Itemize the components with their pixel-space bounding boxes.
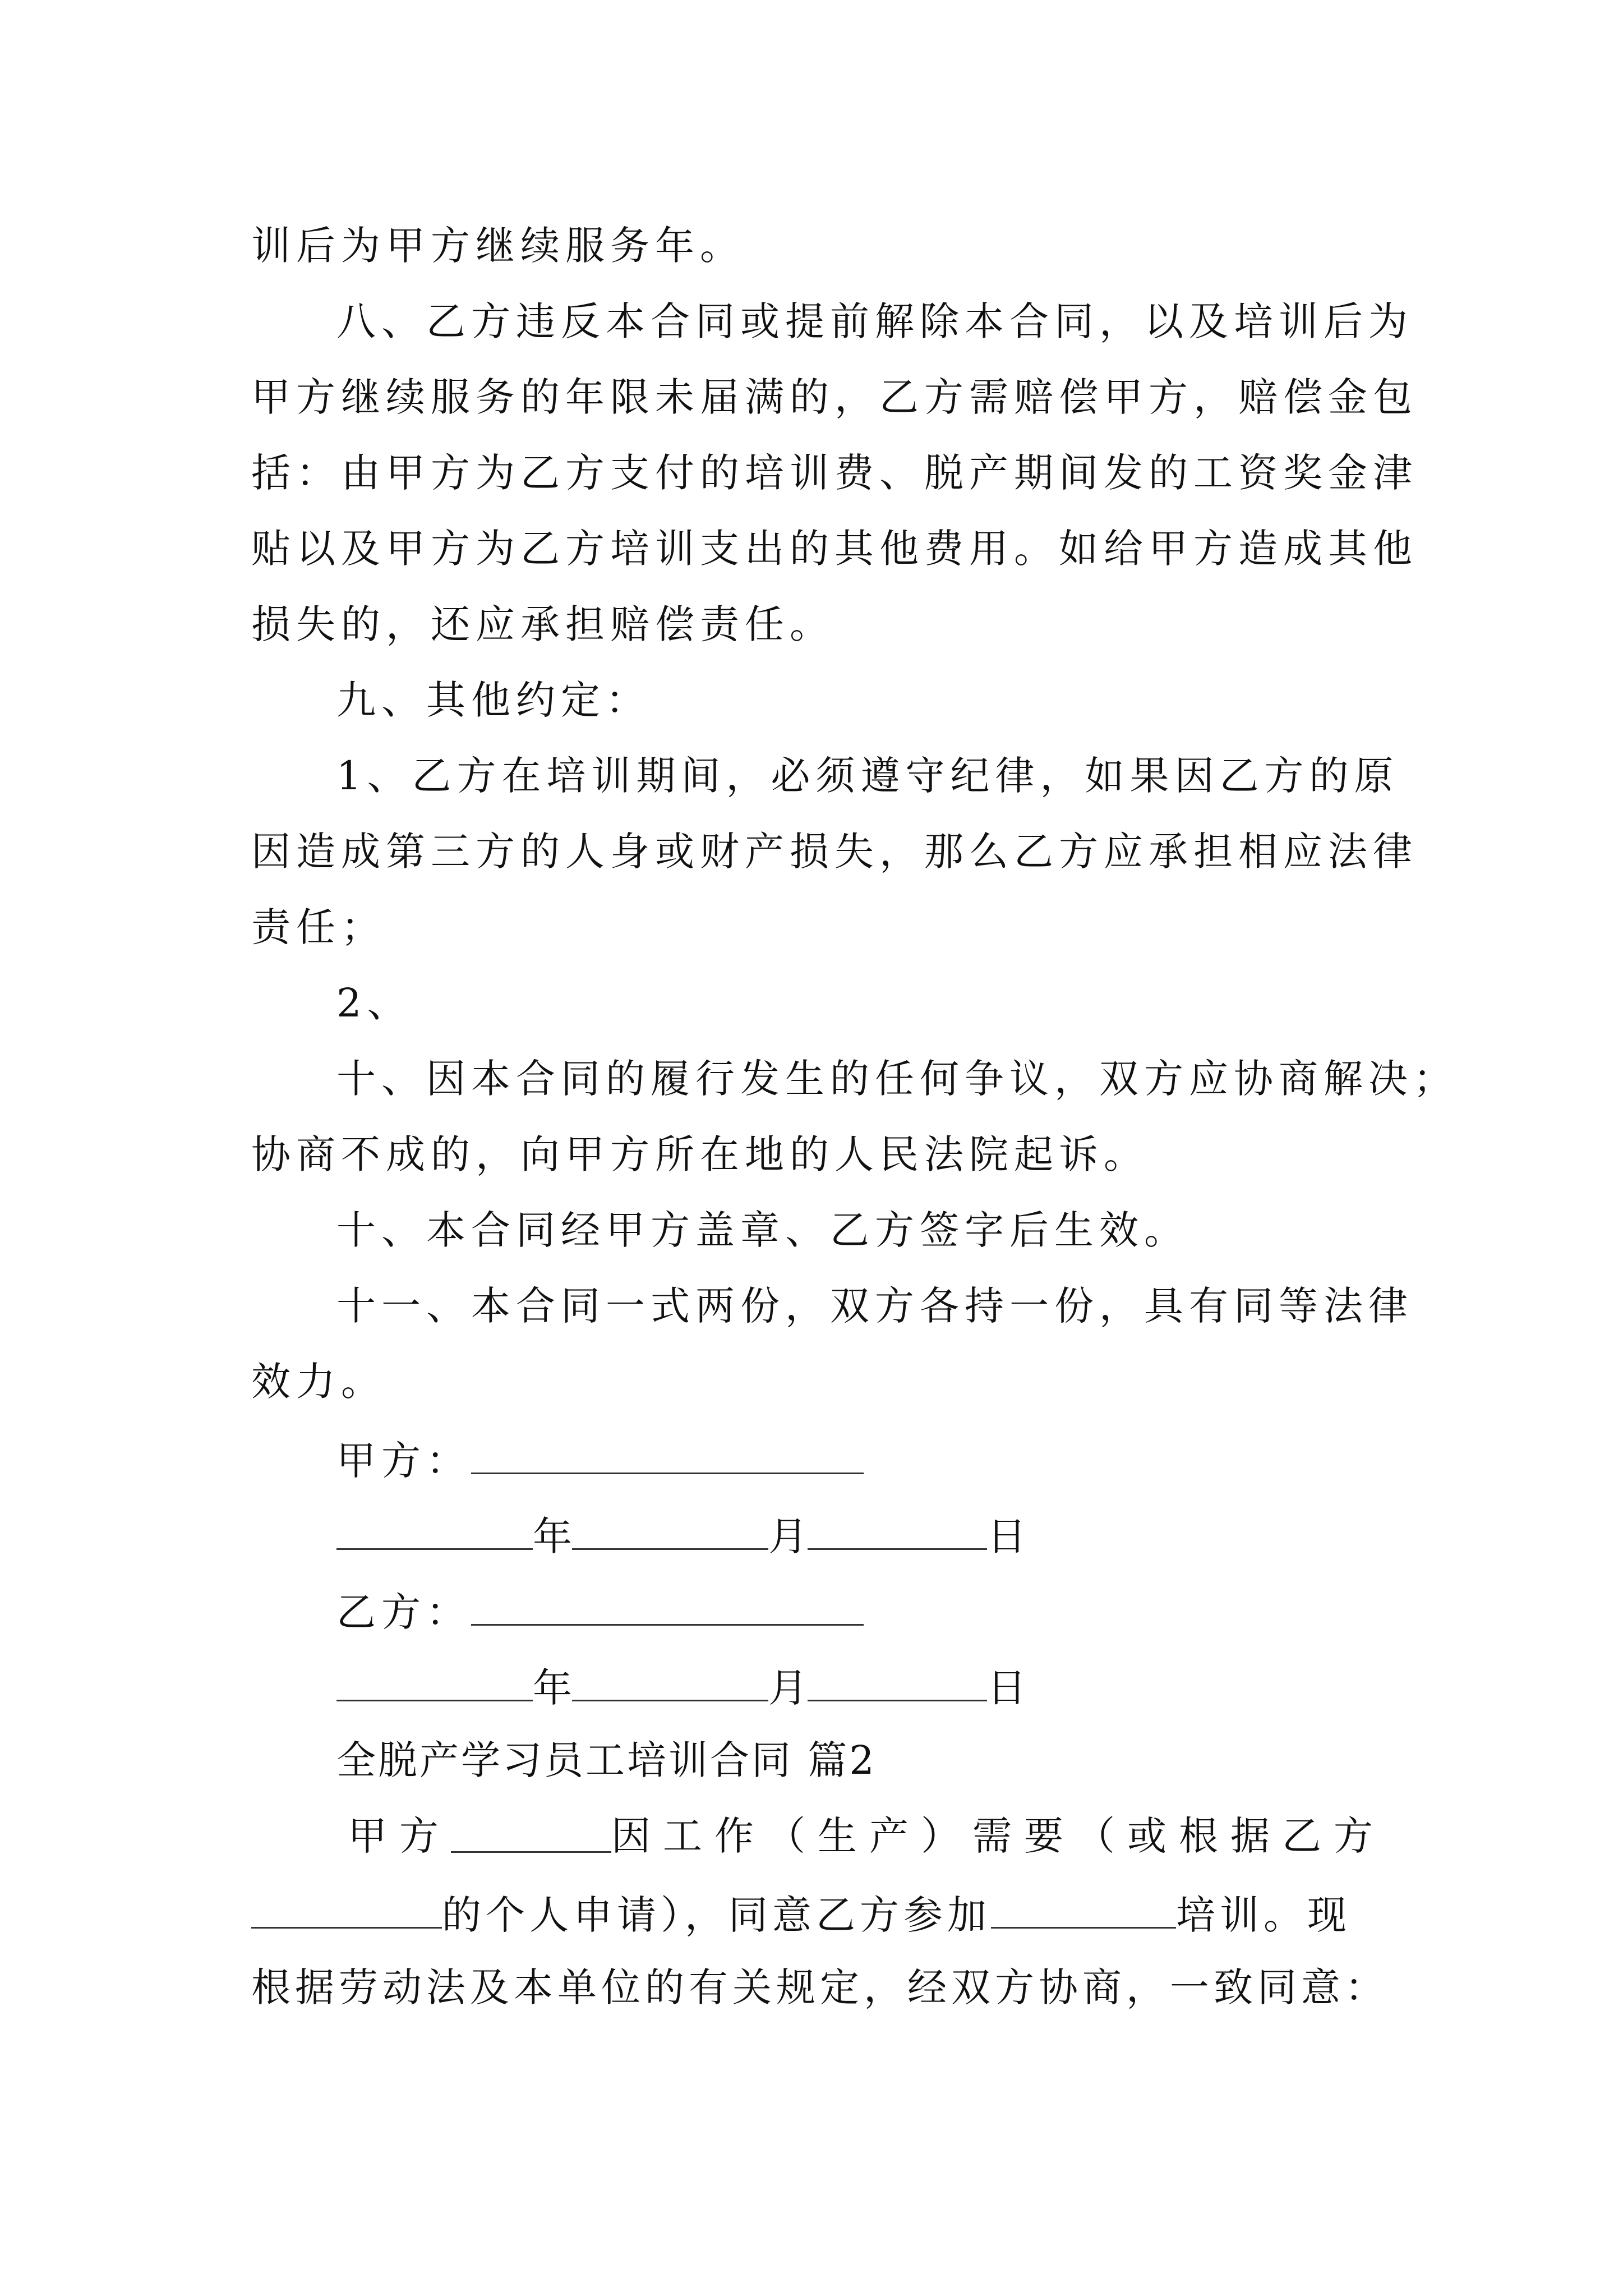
year-label: 年	[533, 1513, 572, 1559]
clause-9-heading: 九、其他约定：	[336, 677, 651, 723]
day-blank	[808, 1513, 987, 1550]
party-b-blank	[471, 1589, 864, 1626]
paragraph-line: 训后为甲方继续服务年。	[251, 223, 745, 269]
paragraph-line: 损失的，还应承担赔偿责任。	[251, 601, 834, 647]
paragraph-line: 贴以及甲方为乙方培训支出的其他费用。如给甲方造成其他	[251, 526, 1418, 572]
work-need-text: 因工作（生产）需要（或根据乙方	[611, 1813, 1385, 1859]
clause-9-item-2: 2、	[336, 980, 412, 1026]
year-label: 年	[533, 1665, 572, 1711]
training-name-blank	[991, 1892, 1176, 1929]
month-label: 月	[768, 1513, 808, 1559]
party-a-word: 甲方	[348, 1813, 451, 1859]
party-b-signature-line	[336, 1589, 864, 1635]
party-a-label: 甲方：	[336, 1438, 471, 1484]
clause-11-copies: 十一、本合同一式两份，双方各持一份，具有同等法律	[336, 1283, 1413, 1329]
party-a-date-line	[336, 1513, 1026, 1559]
month-blank	[572, 1513, 768, 1550]
month-blank	[572, 1665, 768, 1701]
year-blank	[336, 1513, 533, 1550]
section-2-intro-line-2	[251, 1892, 1351, 1938]
clause-8-line: 八、乙方违反本合同或提前解除本合同，以及培训后为	[336, 298, 1413, 344]
party-b-name-blank	[251, 1892, 442, 1929]
section-2-intro-line-3: 根据劳动法及本单位的有关规定，经双方协商，一致同意：	[251, 1964, 1389, 2010]
day-label: 日	[987, 1665, 1026, 1711]
section-2-heading: 全脱产学习员工培训合同 篇2	[336, 1737, 877, 1783]
party-a-signature-line	[336, 1438, 864, 1484]
paragraph-line: 因造成第三方的人身或财产损失，那么乙方应承担相应法律	[251, 829, 1418, 875]
party-a-blank	[471, 1438, 864, 1474]
party-b-label: 乙方：	[336, 1589, 471, 1635]
clause-9-item-1: 1、乙方在培训期间，必须遵守纪律，如果因乙方的原	[336, 753, 1399, 799]
year-blank	[336, 1665, 533, 1701]
month-label: 月	[768, 1665, 808, 1711]
paragraph-line: 括：由甲方为乙方支付的培训费、脱产期间发的工资奖金津	[251, 450, 1418, 496]
paragraph-line: 甲方继续服务的年限未届满的，乙方需赔偿甲方，赔偿金包	[251, 374, 1418, 420]
day-label: 日	[987, 1513, 1026, 1559]
party-b-date-line	[336, 1665, 1026, 1711]
clause-10-dispute: 十、因本合同的履行发生的任何争议，双方应协商解决；	[336, 1056, 1458, 1102]
clause-10-effect: 十、本合同经甲方盖章、乙方签字后生效。	[336, 1207, 1189, 1253]
paragraph-line: 责任；	[251, 904, 386, 950]
application-text: 的个人申请），同意乙方参加	[442, 1892, 991, 1938]
party-a-name-blank	[451, 1816, 611, 1853]
section-2-intro-line-1	[348, 1813, 1385, 1859]
paragraph-line: 效力。	[251, 1359, 386, 1405]
paragraph-line: 协商不成的，向甲方所在地的人民法院起诉。	[251, 1131, 1149, 1177]
day-blank	[808, 1665, 987, 1701]
training-text: 培训。现	[1176, 1892, 1351, 1938]
